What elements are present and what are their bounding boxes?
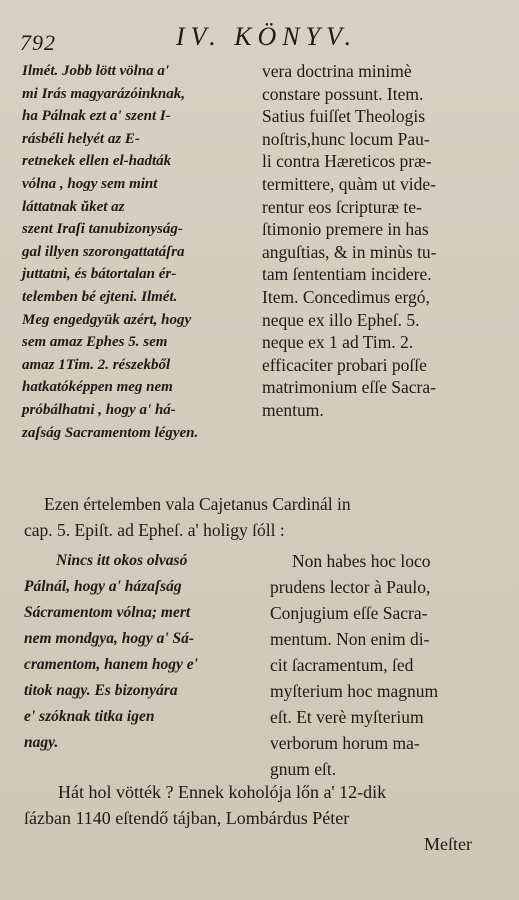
text-line: Sácramentom vólna; mert [24, 604, 191, 621]
text-line: neque ex illo Epheſ. 5. [262, 309, 420, 330]
hungarian-column [22, 60, 198, 444]
text-line: Nincs itt okos olvasó [56, 552, 188, 569]
text-line: eſt. Et verè myſterium [270, 707, 424, 727]
text-line: mentum. [262, 399, 324, 420]
text-line: Non habes hoc loco [292, 551, 431, 571]
text-line: tam ſententiam incidere. [262, 264, 432, 285]
text-line: ſtimonio premere in has [262, 219, 429, 240]
text-line: retnekek ellen el-hadták [22, 153, 172, 170]
text-line: titok nagy. Es bizonyára [24, 682, 178, 699]
text-line: Satius fuiſſet Theologis [262, 106, 426, 127]
transition-line-1: Ezen értelemben vala Cajetanus Cardinál in [44, 494, 351, 514]
page-number: 792 [20, 30, 56, 55]
text-line: e' szóknak titka igen [24, 708, 155, 725]
hungarian-quote [24, 548, 198, 756]
transition-line-2: cap. 5. Epiſt. ad Epheſ. a' holigy ſóll : [24, 520, 285, 540]
text-line: mentum. Non enim di- [270, 629, 430, 649]
text-line: telemben bé ejteni. Ilmét. [22, 288, 178, 305]
text-line: sem amaz Ephes 5. sem [22, 334, 168, 351]
text-line: láttatnak ŭket az [22, 198, 125, 215]
text-line: vólna , hogy sem mint [22, 175, 158, 192]
closing-line-3: Meſter [424, 834, 472, 854]
text-line: cit ſacramentum, ſed [270, 655, 414, 675]
text-line: anguſtias, & in minùs tu- [262, 241, 437, 262]
latin-quote [270, 548, 438, 782]
text-line: noſtris,hunc locum Pau- [262, 128, 430, 149]
text-line: cramentom, hanem hogy e' [24, 656, 198, 673]
text-line: gal illyen szorongattatáſra [22, 243, 185, 260]
text-line: nem mondgya, hogy a' Sá- [24, 630, 195, 647]
latin-column [262, 60, 437, 422]
text-line: hatkatóképpen meg nem [22, 379, 173, 396]
closing-line-1: Hát hol vötték ? Ennek koholója lőn a' 12-dik [58, 782, 387, 802]
text-line: rentur eos ſcripturæ te- [262, 196, 422, 217]
text-line: gnum eſt. [270, 759, 337, 779]
text-line: amaz 1Tim. 2. részekből [22, 356, 171, 373]
text-line: próbálhatni , hogy a' há- [22, 401, 176, 418]
closing-line-2: ſázban 1140 eſtendő tájban, Lombárdus Péter [24, 808, 350, 828]
text-line: myſterium hoc magnum [270, 681, 439, 701]
text-line: nagy. [24, 734, 59, 751]
text-line: ha Pálnak ezt a' szent I- [22, 108, 171, 125]
text-line: szent Iraſi tanubizonyság- [22, 221, 183, 238]
text-line: constare possunt. Item. [262, 83, 424, 104]
text-line: matrimonium eſſe Sacra- [262, 377, 436, 398]
text-line: termittere, quàm ut vide- [262, 173, 436, 194]
text-line: li contra Hæreticos præ- [262, 151, 432, 172]
text-line: zaſság Sacramentom légyen. [22, 424, 199, 441]
text-line: neque ex 1 ad Tim. 2. [262, 332, 414, 353]
text-line: juttatni, és bátortalan ér- [22, 266, 177, 283]
text-line: mi Irás magyarázóinknak, [22, 85, 185, 102]
text-line: Ilmét. Jobb lött völna a' [22, 63, 170, 79]
text-line: vera doctrina minimè [262, 61, 412, 81]
text-line: Item. Concedimus ergó, [262, 286, 430, 307]
text-line: efficaciter probari poſſe [262, 354, 427, 375]
running-head: IV. KÖNYV. [176, 22, 358, 51]
text-line: Conjugium eſſe Sacra- [270, 603, 428, 623]
text-line: Meg engedgyük azért, hogy [22, 311, 192, 328]
text-line: Pálnál, hogy a' házaſság [24, 578, 182, 595]
text-line: rásbéli helyét az E- [22, 130, 140, 147]
text-line: prudens lector à Paulo, [270, 577, 431, 597]
text-line: verborum horum ma- [270, 733, 420, 753]
